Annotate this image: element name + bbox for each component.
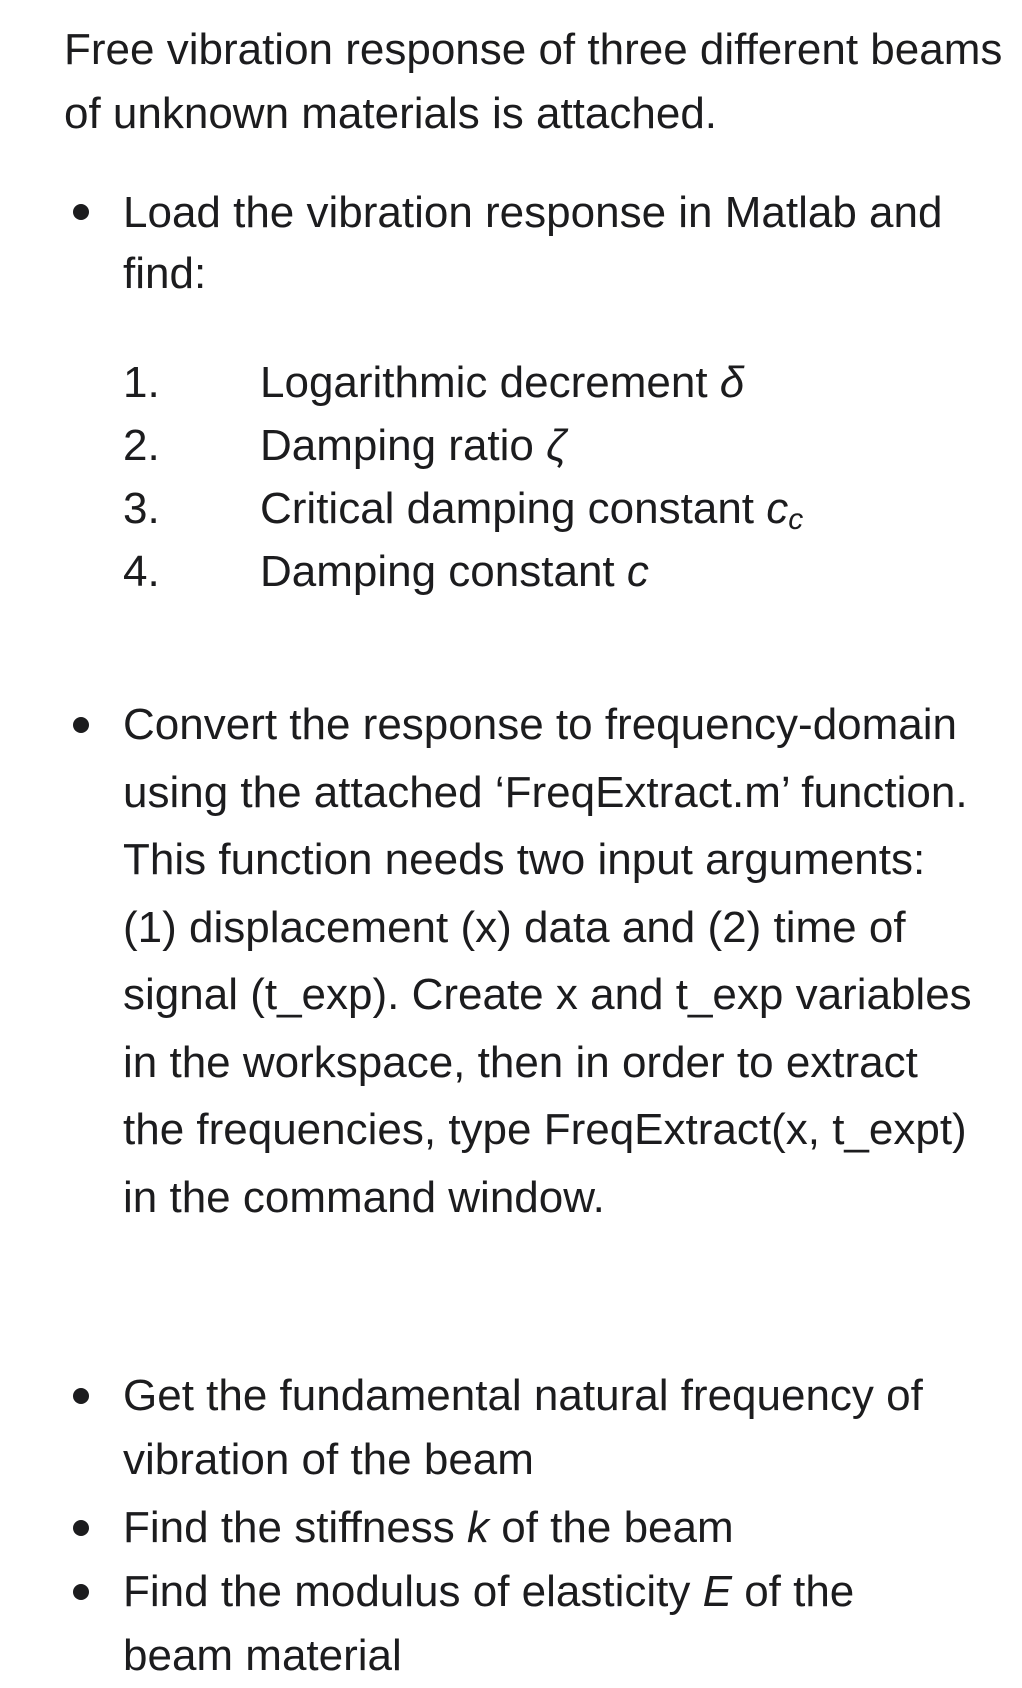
- bullet-text-segment: of the beam material: [123, 1567, 855, 1680]
- numbered-item-1: [0, 350, 1022, 416]
- c-symbol: c: [626, 547, 649, 596]
- bullet-text: [123, 1560, 943, 1688]
- numbered-item-text: [260, 350, 744, 416]
- bullet-text: [123, 1496, 1003, 1560]
- e-symbol: E: [702, 1567, 732, 1616]
- bullet-text: Get the fundamental natural frequency of vibration of the beam: [123, 1371, 923, 1484]
- bullet-text-segment: Find the modulus of elasticity: [123, 1567, 703, 1616]
- zeta-symbol: ζ: [546, 421, 567, 470]
- delta-symbol: δ: [719, 358, 745, 407]
- numbered-item-3: [0, 476, 1022, 542]
- bullet-dot: [73, 717, 89, 733]
- intro-paragraph: Free vibration response of three different beams of unknown materials is attached.: [64, 25, 1003, 138]
- bullet-text-segment: of the beam: [489, 1503, 734, 1552]
- numbered-item-2: [0, 413, 1022, 479]
- numbered-item-number: 4.: [123, 547, 160, 596]
- bullet-dot: [73, 204, 89, 220]
- bullet-dot: [73, 1584, 89, 1600]
- numbered-item-label: Damping ratio: [260, 421, 547, 470]
- numbered-item-label: Critical damping constant: [260, 484, 767, 533]
- c-subscript: c: [788, 503, 804, 536]
- bullet-text-segment: Find the stiffness: [123, 1503, 468, 1552]
- numbered-item-text: [260, 539, 649, 605]
- bullet-dot: [73, 1520, 89, 1536]
- numbered-item-4: [0, 539, 1022, 605]
- numbered-item-label: Damping constant: [260, 547, 627, 596]
- numbered-item-label: Logarithmic decrement: [260, 358, 720, 407]
- c-symbol: c: [766, 484, 789, 533]
- bullet-dot: [73, 1388, 89, 1404]
- k-symbol: k: [467, 1503, 490, 1552]
- numbered-item-number: 1.: [123, 358, 160, 407]
- bullet-text: Load the vibration response in Matlab and find:: [123, 188, 943, 298]
- numbered-item-number: 3.: [123, 484, 160, 533]
- numbered-item-text: [260, 413, 567, 479]
- bullet-text: Convert the response to frequency-domain using the attached ‘FreqExtract.m’ function. This function needs two input arguments: (1) displacement (x) data and (2) time of signal (t_exp). Create x and t_exp variables in the workspace, then in order to extract the frequencies, type FreqExtract(x, t_expt) in the command window.: [123, 700, 972, 1222]
- numbered-item-number: 2.: [123, 421, 160, 470]
